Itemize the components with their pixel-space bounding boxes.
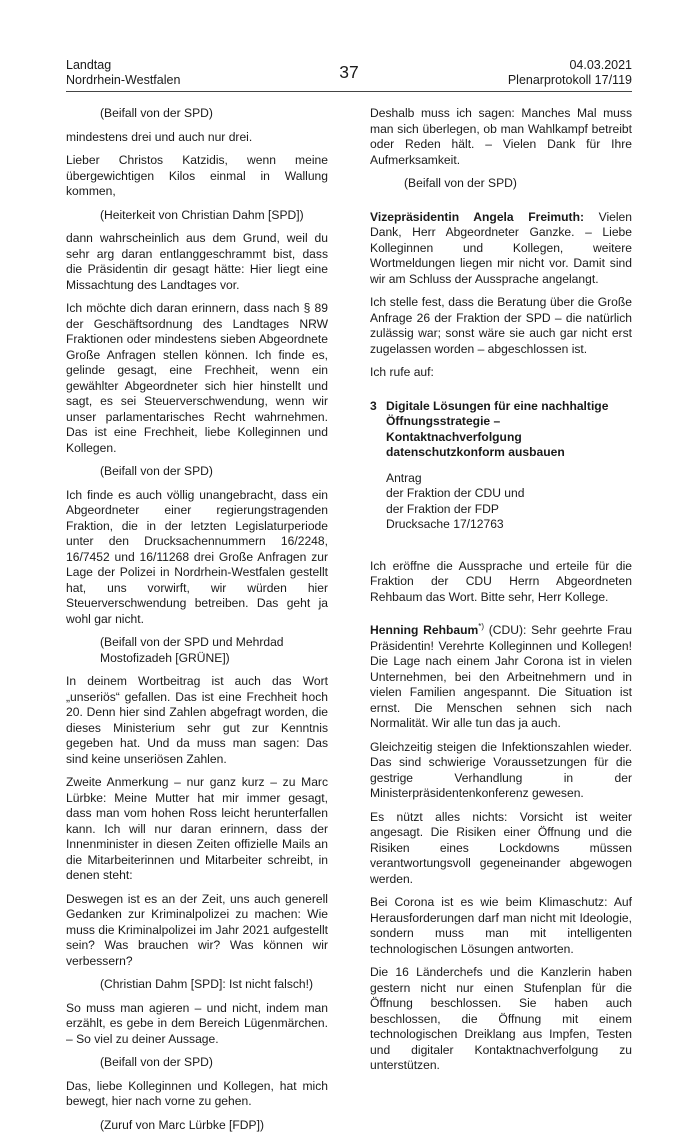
interjection: (Beifall von der SPD und Mehrdad Mostofizadeh [GRÜNE]) — [100, 635, 284, 665]
footnote-marker: *) — [478, 621, 484, 631]
paragraph: Zweite Anmerkung – nur ganz kurz – zu Marc Lürbke: Meine Mutter hat mir immer gesagt, dass man vom hohen Ross leicht herunterfallen kann. Ich will nur daran erinnern, dass der Innenminister in diesen Zeiten offizielle Mails an die Mitarbeiterinnen und Mitarbeiter schreibt, in denen steht: — [66, 775, 328, 882]
interjection: (Beifall von der SPD) — [100, 1055, 213, 1069]
paragraph: mindestens drei und auch nur drei. — [66, 129, 253, 144]
agenda-item — [370, 399, 632, 461]
paragraph: Deswegen ist es an der Zeit, uns auch generell Gedanken zur Kriminalpolizei zu machen: Wie muss die Kriminalpolizei im Jahr 2021 aufgestellt sein? Was brauchen wir? Was können wir verbessern? — [66, 891, 328, 968]
paragraph: dann wahrscheinlich aus dem Grund, weil du sehr arg daran entlanggeschrammt bist, dass die Präsidentin dir gesagt hätte: Hier liegt eine Missachtung des Landtages vor. — [66, 231, 328, 292]
motion-line: der Fraktion der CDU und — [386, 486, 525, 500]
left-column — [66, 106, 328, 1141]
page-header — [66, 58, 632, 92]
session-date: 04.03.2021 — [569, 58, 632, 72]
speech-text: Vielen Dank, Herr Abgeordneter Ganzke. – Liebe Kolleginnen und Kollegen, weitere Wortmeldungen liegen mir nicht vor. Damit sind wir am Schluss der Aussprache angelangt. — [370, 209, 632, 286]
page-number: 37 — [339, 62, 359, 82]
paragraph: Ich finde es auch völlig unangebracht, dass ein Abgeordneter einer regierungstragenden Fraktion, die in der letzten Legislaturperiode unter den Drucksachennummern 16/2248, 16/7452 und 16/11268 drei Große Anfragen zur Lage der Polizei in Nordrhein-Westfalen gestellt hat, uns vorwirft, wir würden hier Steuerverschwendung betreiben. Das geht ja wohl gar nicht. — [66, 487, 328, 626]
paragraph: Die 16 Länderchefs und die Kanzlerin haben gestern nicht nur einen Stufenplan für die Öffnung beschlossen. Sie haben auch beschlossen, die Öffnung mit einem technologischen Dreiklang aus Impfen, Testen und digitaler Kontaktnachverfolgung zu unterstützen. — [370, 965, 632, 1072]
interjection: (Zuruf von Marc Lürbke [FDP]) — [100, 1117, 264, 1132]
interjection: (Beifall von der SPD) — [100, 106, 213, 120]
paragraph: Bei Corona ist es wie beim Klimaschutz: Auf Herausforderungen darf man nicht mit Ideologie, sondern muss man mit intelligenten technologischen Lösungen antworten. — [370, 895, 632, 956]
motion-info — [386, 471, 632, 533]
parliament-name: Landtag — [66, 58, 112, 72]
header-right — [508, 58, 632, 88]
paragraph: Ich möchte dich daran erinnern, dass nach § 89 der Geschäftsordnung des Landtages NRW Fraktionen oder mindestens sieben Abgeordnete Große Anfragen stellen können. Ich finde es, gelinde gesagt, eine Frechheit, wenn ein gewählter Abgeordneter sich hier hinstellt und sagt, es sei Steuerverschwendung, wenn wir unser parlamentarisches Recht wahrnehmen. Das ist eine Frechheit, liebe Kolleginnen und Kollegen. — [66, 301, 328, 455]
paragraph: Es nützt alles nichts: Vorsicht ist weiter angesagt. Die Risiken einer Öffnung und die Risiken eines Lockdowns müssen verantwortungsvoll gegeneinander abgewogen werden. — [370, 809, 632, 886]
speaker-name: Vizepräsidentin Angela Freimuth: — [370, 209, 584, 224]
paragraph: So muss man agieren – und nicht, indem man erzählt, es gebe in dem Bereich Lügenmärchen. – So viel zu deiner Aussage. — [66, 1000, 328, 1046]
header-divider — [66, 91, 632, 92]
paragraph: Gleichzeitig steigen die Infektionszahlen wieder. Das sind schwierige Voraussetzungen für die gestrige Verhandlung in der Ministerpräsidentenkonferenz gewesen. — [370, 739, 632, 800]
protocol-number: Plenarprotokoll 17/119 — [507, 73, 632, 87]
paragraph: In deinem Wortbeitrag ist auch das Wort „unseriös“ gefallen. Das ist eine Frechheit hoch 20. Denn hier sind Zahlen abgefragt worden, die dieses Ministerium sehr gut zur Kenntnis gegeben hat. Und da muss man sagen: Das sind keine unseriösen Zahlen. — [66, 674, 328, 766]
paragraph: Ich eröffne die Aussprache und erteile für die Fraktion der CDU Herrn Abgeordneten Rehbaum das Wort. Bitte sehr, Herr Kollege. — [370, 558, 632, 604]
agenda-number: 3 — [370, 398, 377, 413]
motion-line: der Fraktion der FDP — [386, 501, 499, 516]
paragraph: Lieber Christos Katzidis, wenn meine übergewichtigen Kilos einmal in Wallung kommen, — [66, 153, 328, 198]
speech-text: (CDU): Sehr geehrte Frau Präsidentin! Verehrte Kolleginnen und Kollegen! Die Lage nach einem Jahr Corona ist in vielen Unternehmen, bei den Arbeitnehmern und in vielen Familien angespannt. Die Situation ist ernst. Die Menschen sehnen sich nach Normalität. Wir alle tun das ja auch. — [370, 623, 632, 730]
closing-paragraph: Deshalb muss ich sagen: Manches Mal muss man sich überlegen, ob man Wahlkampf betreibt oder Reden hält. – Vielen Dank für Ihre Aufmerksamkeit. — [370, 106, 632, 167]
paragraph: Das, liebe Kolleginnen und Kollegen, hat mich bewegt, hier nach vorne zu gehen. — [66, 1078, 328, 1108]
agenda-title: Digitale Lösungen für eine nachhaltige Öffnungsstrategie – Kontaktnachverfolgung datenschutzkonform ausbauen — [386, 398, 609, 459]
right-column — [370, 106, 632, 1082]
speaker-paragraph — [370, 210, 632, 288]
interjection: (Beifall von der SPD) — [404, 176, 517, 190]
state-name: Nordrhein-Westfalen — [66, 73, 181, 87]
speaker-name: Henning Rehbaum — [370, 623, 479, 637]
motion-line: Antrag — [386, 470, 422, 485]
paragraph: Ich stelle fest, dass die Beratung über die Große Anfrage 26 der Fraktion der SPD – die natürlich zulässig war; sonst wäre sie auch gar nicht erst zugelassen worden – abgeschlossen ist. — [370, 295, 632, 356]
paragraph: Ich rufe auf: — [370, 365, 434, 379]
speaker-paragraph — [370, 623, 632, 732]
interjection: (Christian Dahm [SPD]: Ist nicht falsch!) — [100, 977, 314, 991]
interjection: (Heiterkeit von Christian Dahm [SPD]) — [100, 207, 304, 222]
motion-line: Drucksache 17/12763 — [386, 517, 504, 531]
interjection: (Beifall von der SPD) — [100, 464, 213, 478]
